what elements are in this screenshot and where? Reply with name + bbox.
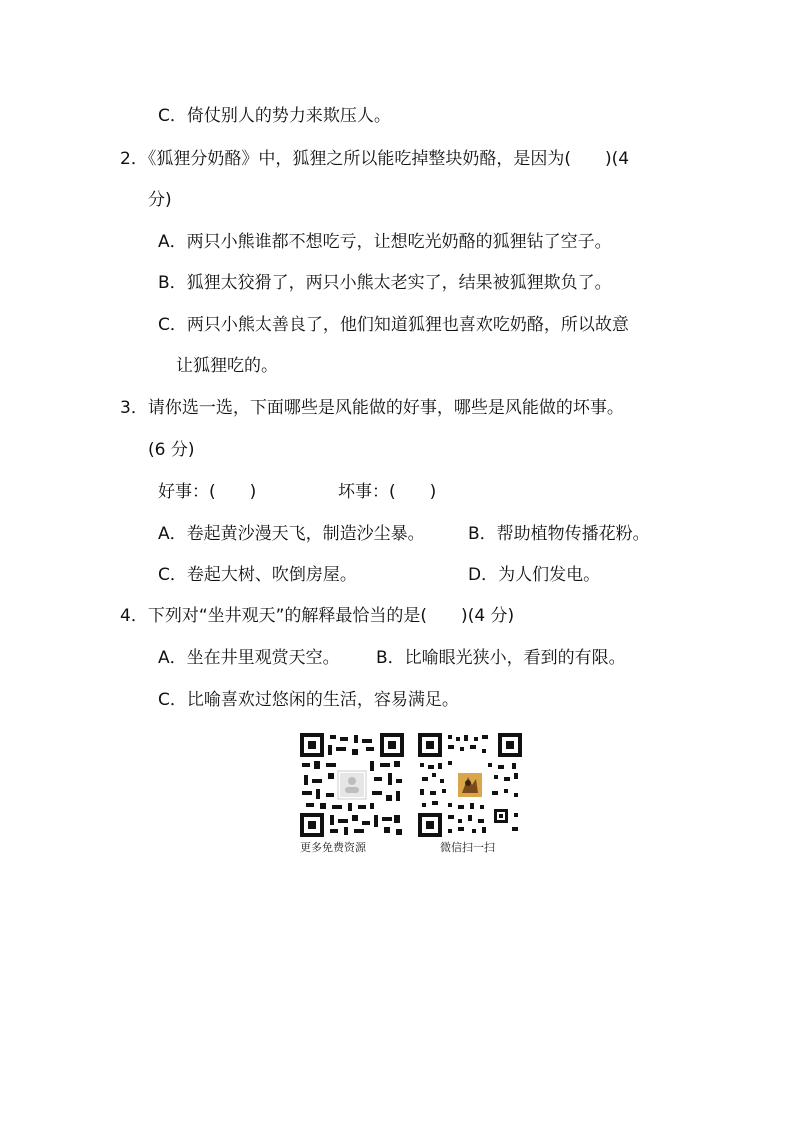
qr-wechat-caption: 微信扫一扫 [440, 841, 495, 854]
qr-resources-caption: 更多免费资源 [300, 841, 366, 854]
q3-stem: 3．请你选一选，下面哪些是风能做的好事，哪些是风能做的坏事。 [120, 398, 624, 418]
q3-good-answer-blank: 好事：( ) [158, 482, 257, 502]
q3-option-c: C．卷起大树、吹倒房屋。 [158, 565, 357, 585]
q4-option-b: B．比喻眼光狭小，看到的有限。 [376, 648, 626, 668]
q2-option-c-continued: 让狐狸吃的。 [176, 356, 278, 376]
q3-option-a: A．卷起黄沙漫天飞，制造沙尘暴。 [158, 524, 425, 544]
q2-option-c: C．两只小熊太善良了，他们知道狐狸也喜欢吃奶酪，所以故意 [158, 315, 629, 335]
qr-code-icon [418, 733, 522, 837]
q4-option-c: C．比喻喜欢过悠闲的生活，容易满足。 [158, 690, 459, 710]
q3-option-d: D．为人们发电。 [468, 565, 601, 585]
q3-points: (6 分) [148, 440, 195, 460]
q1-option-c: C．倚仗别人的势力来欺压人。 [158, 106, 391, 126]
qr-wechat [418, 733, 528, 855]
qr-code-icon [300, 733, 404, 837]
q2-stem: 2．《狐狸分奶酪》中，狐狸之所以能吃掉整块奶酪，是因为( )(4 [120, 149, 630, 169]
q2-option-b: B．狐狸太狡猾了，两只小熊太老实了，结果被狐狸欺负了。 [158, 273, 612, 293]
q3-bad-answer-blank: 坏事：( ) [338, 482, 437, 502]
q4-option-a: A．坐在井里观赏天空。 [158, 648, 340, 668]
qr-resources [300, 733, 410, 855]
q4-stem: 4．下列对“坐井观天”的解释最恰当的是( )(4 分) [120, 606, 515, 626]
q2-option-a: A．两只小熊谁都不想吃亏，让想吃光奶酪的狐狸钻了空子。 [158, 232, 612, 252]
q3-option-b: B．帮助植物传播花粉。 [468, 524, 650, 544]
q2-stem-continued: 分) [148, 190, 172, 210]
